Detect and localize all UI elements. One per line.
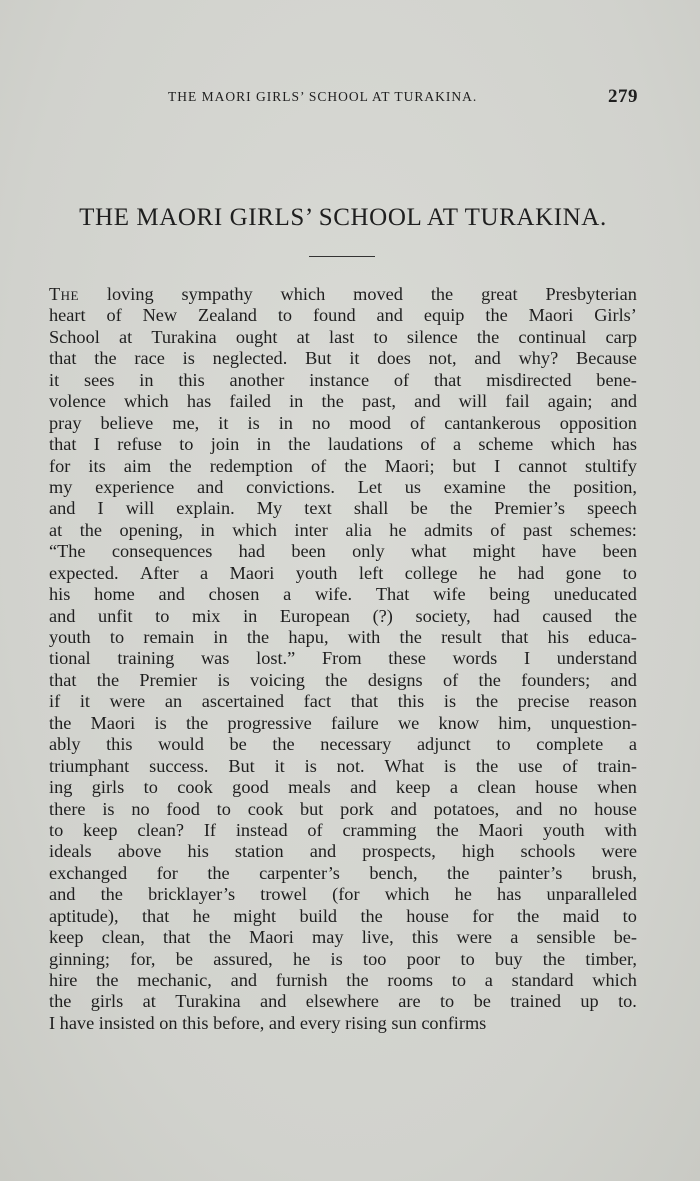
text-line: “The consequences had been only what might have been: [49, 541, 637, 562]
text-line: his home and chosen a wife. That wife being uneducated: [49, 584, 637, 605]
text-line: School at Turakina ought at last to silence the continual carp: [49, 326, 637, 347]
article-title: THE MAORI GIRLS’ SCHOOL AT TURAKINA.: [79, 204, 607, 231]
text-line: I have insisted on this before, and every rising sun confirms: [49, 1012, 487, 1033]
running-head: [0, 86, 700, 110]
text-line: and the bricklayer’s trowel (for which he has unparalleled: [49, 884, 637, 905]
text-line: there is no food to cook but pork and potatoes, and no house: [49, 798, 637, 819]
title-rule: [309, 256, 375, 257]
text-line: and unfit to mix in European (?) society, had caused the: [49, 605, 637, 626]
text-line: that I refuse to join in the laudations of a scheme which has: [49, 434, 637, 455]
text-line: that the Premier is voicing the designs of the founders; and: [49, 669, 637, 690]
article-body: [49, 284, 637, 1034]
text-line: at the opening, in which inter alia he admits of past schemes:: [49, 519, 637, 540]
text-line: ideals above his station and prospects, high schools were: [49, 841, 637, 862]
text-line: to keep clean? If instead of cramming the Maori youth with: [49, 819, 637, 840]
text-line: youth to remain in the hapu, with the result that his educa-: [49, 627, 637, 647]
text-line: the girls at Turakina and elsewhere are to be trained up to.: [49, 991, 637, 1012]
text-line: tional training was lost.” From these words I understand: [49, 648, 637, 669]
text-line: it sees in this another instance of that misdirected bene-: [49, 369, 637, 390]
text-line: ing girls to cook good meals and keep a clean house when: [49, 777, 637, 798]
text-line: my experience and convictions. Let us examine the position,: [49, 476, 637, 497]
text-line: for its aim the redemption of the Maori; but I cannot stultify: [49, 455, 637, 476]
text-line: the Maori is the progressive failure we know him, unquestion-: [49, 712, 637, 733]
text-line: that the race is neglected. But it does not, and why? Because: [49, 348, 637, 369]
text-line: if it were an ascertained fact that this is the precise reason: [49, 691, 637, 712]
text-line: ginning; for, be assured, he is too poor to buy the timber,: [49, 948, 637, 969]
text-line: hire the mechanic, and furnish the rooms to a standard which: [49, 970, 637, 990]
text-line: expected. After a Maori youth left college he had gone to: [49, 562, 637, 583]
text-line: triumphant success. But it is not. What is the use of train-: [49, 755, 637, 776]
text-line: keep clean, that the Maori may live, this were a sensible be-: [49, 927, 637, 948]
text-line: and I will explain. My text shall be the Premier’s speech: [49, 498, 637, 519]
running-title: THE MAORI GIRLS’ SCHOOL AT TURAKINA.: [168, 89, 478, 104]
text-line: exchanged for the carpenter’s bench, the painter’s brush,: [49, 862, 637, 883]
text-line: The loving sympathy which moved the great Presbyterian: [49, 284, 637, 304]
page-number: 279: [608, 86, 638, 107]
text-line: heart of New Zealand to found and equip the Maori Girls’: [49, 305, 637, 326]
text-line: aptitude), that he might build the house for the maid to: [49, 905, 637, 926]
text-line: ably this would be the necessary adjunct to complete a: [49, 734, 637, 755]
text-line: volence which has failed in the past, and will fail again; and: [49, 391, 637, 412]
text-line: pray believe me, it is in no mood of cantankerous opposition: [49, 412, 637, 433]
